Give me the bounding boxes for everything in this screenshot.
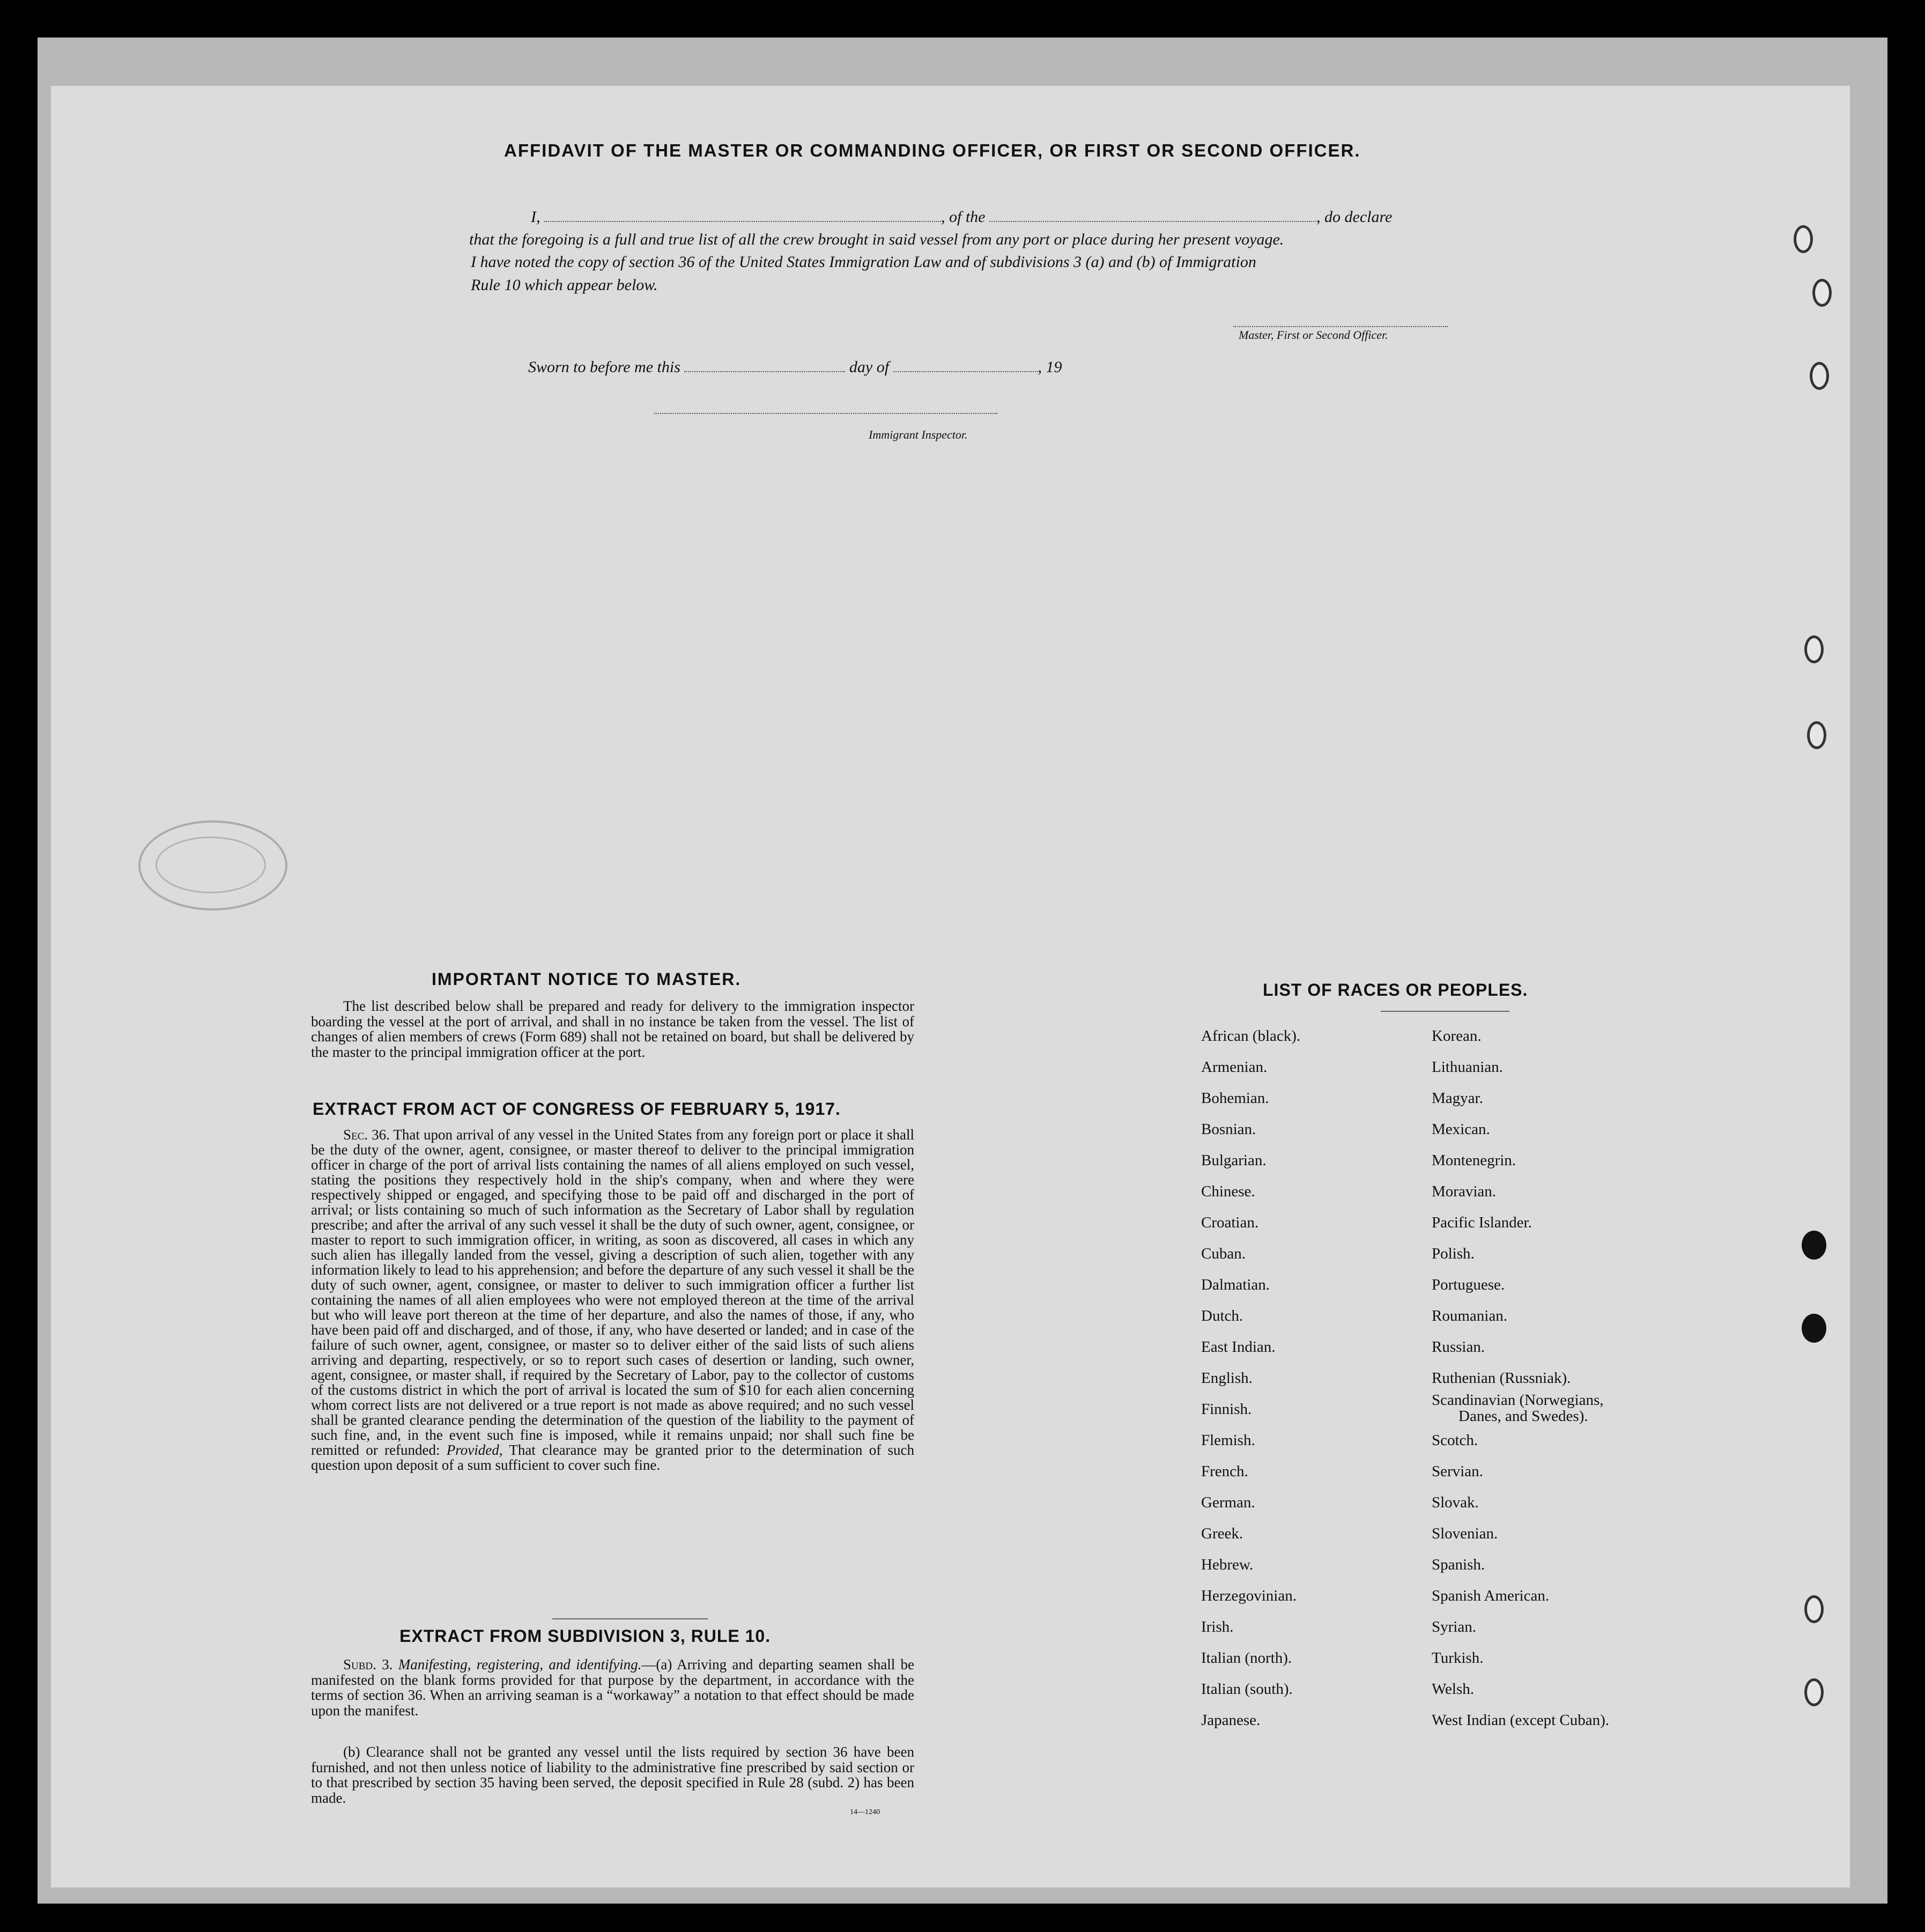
race-item-cont: Danes, and Swedes). (1458, 1408, 1588, 1425)
notice-text: The list described below shall be prepared and ready for delivery to the immigration inspector boarding the vessel at the port of arrival, and shall in no instance be taken from the vessel. The list of changes of alien members of crews (Form 689) shall not be retained on board, but shall be delivered by the master to the principal immigration officer at the port. (311, 998, 914, 1060)
punch-hole-9 (1804, 1678, 1824, 1706)
rule-a-body: —(a) Arriving and departing seamen shall be manifested on the blank forms provided for that purpose by the department, in accordance with the terms of section 36. When an arriving seaman is a “workaway” a notation to that effect should be made upon the manifest. (311, 1656, 914, 1719)
subd-italic: Manifesting, registering, and identifying. (398, 1656, 642, 1672)
race-item: Mexican. (1432, 1121, 1490, 1138)
sec-label: Sec. 36. (343, 1127, 390, 1143)
race-item: Ruthenian (Russniak). (1432, 1370, 1571, 1387)
day-blank[interactable] (684, 358, 845, 372)
race-item: English. (1201, 1370, 1253, 1387)
race-item: Bosnian. (1201, 1121, 1256, 1138)
race-item: Montenegrin. (1432, 1152, 1516, 1169)
race-item: Finnish. (1201, 1401, 1252, 1418)
race-item: Slovenian. (1432, 1525, 1498, 1542)
rule-text-b: (b) Clearance shall not be granted any vessel until the lists required by section 36 have been furnished, and not then unless notice of liability to the administrative fine prescribed by said section or to that prescribed by section 35 having been served, the deposit specified in Rule 28 (subd. 2) has been made. (311, 1744, 914, 1806)
race-item: Bohemian. (1201, 1090, 1269, 1107)
inspector-signature-line[interactable] (654, 413, 997, 414)
race-item: Hebrew. (1201, 1556, 1254, 1573)
race-item: Spanish. (1432, 1556, 1485, 1573)
punch-hole-2 (1812, 279, 1832, 307)
race-item: Roumanian. (1432, 1307, 1507, 1324)
race-item: Chinese. (1201, 1183, 1255, 1200)
affidavit-line-2: that the foregoing is a full and true list of all the crew brought in said vessel from any port or place during her present voyage. (469, 231, 1284, 248)
form-code: 14—1240 (850, 1808, 880, 1816)
year-text: , 19 (1038, 358, 1062, 376)
race-item: Turkish. (1432, 1649, 1484, 1667)
race-item: Korean. (1432, 1027, 1482, 1045)
affidavit-of-the: , of the (941, 208, 986, 226)
race-item: Scandinavian (Norwegians, (1432, 1391, 1604, 1409)
subd-label: Subd. 3. (343, 1656, 393, 1672)
stamp-inner (156, 837, 266, 893)
race-item: French. (1201, 1463, 1248, 1480)
act-body-end: That clearance may be granted prior to the determination of such question upon deposit of a sum sufficient to cover such fine. (311, 1442, 914, 1473)
race-item: Italian (south). (1201, 1681, 1293, 1698)
race-item: Herzegovinian. (1201, 1587, 1297, 1604)
sworn-line (528, 358, 1062, 376)
sworn-text: Sworn to before me this (528, 358, 680, 376)
race-item: Spanish American. (1432, 1587, 1550, 1604)
notice-title: IMPORTANT NOTICE TO MASTER. (432, 969, 742, 989)
race-item: Greek. (1201, 1525, 1243, 1542)
punch-hole-4 (1804, 635, 1824, 663)
act-rule (552, 1618, 708, 1619)
race-item: Portuguese. (1432, 1276, 1505, 1293)
punch-hole-3 (1810, 362, 1829, 390)
race-item: Dutch. (1201, 1307, 1243, 1324)
vessel-blank[interactable] (989, 208, 1316, 222)
punch-hole-8 (1804, 1595, 1824, 1623)
rule-title: EXTRACT FROM SUBDIVISION 3, RULE 10. (399, 1626, 771, 1646)
race-item: Armenian. (1201, 1058, 1268, 1076)
day-of-text: day of (849, 358, 890, 376)
race-item: Moravian. (1432, 1183, 1496, 1200)
race-item: West Indian (except Cuban). (1432, 1712, 1610, 1729)
master-label: Master, First or Second Officer. (1239, 328, 1388, 342)
race-item: Japanese. (1201, 1712, 1261, 1729)
race-item: Croatian. (1201, 1214, 1259, 1231)
form-page (51, 86, 1850, 1887)
punch-hole-1 (1794, 225, 1813, 253)
affidavit-title: AFFIDAVIT OF THE MASTER OR COMMANDING OFFICER, OR FIRST OR SECOND OFFICER. (504, 140, 1361, 160)
race-item: Polish. (1432, 1245, 1475, 1262)
races-rule (1381, 1011, 1509, 1012)
race-item: Dalmatian. (1201, 1276, 1270, 1293)
rule-text-a (311, 1657, 914, 1718)
master-signature-line[interactable] (1233, 326, 1448, 327)
affidavit-i: I, (531, 208, 541, 226)
affidavit-line-3: I have noted the copy of section 36 of the United States Immigration Law and of subdivisions 3 (a) and (b) of Immigration (471, 253, 1256, 271)
races-title: LIST OF RACES OR PEOPLES. (1263, 980, 1528, 1000)
name-blank[interactable] (544, 208, 941, 222)
act-provided: Provided, (446, 1442, 503, 1458)
punch-hole-5 (1807, 721, 1826, 749)
act-title: EXTRACT FROM ACT OF CONGRESS OF FEBRUARY 5, 1917. (313, 1099, 841, 1119)
month-blank[interactable] (893, 358, 1038, 372)
act-body: That upon arrival of any vessel in the United States from any foreign port or place it shall be the duty of the owner, agent, consignee, or master thereof to deliver to the principal immigration officer in charge of the port of arrival lists containing the names of all aliens employed on such vessel, stating the positions they respectively hold in the ship's company, when and where they were respectively shipped or engaged, and specifying those to be paid off and discharged in the port of arrival; or lists containing so much of such information as the Secretary of Labor shall by regulation prescribe; and after the arrival of any such vessel it shall be the duty of such owner, agent, consignee, or master to report to such immigration officer, in writing, as soon as discovered, all cases in which any such alien has illegally landed from the vessel, giving a description of such alien, together with any information likely to lead to his apprehension; and before the departure of any such vessel it shall be the duty of such owner, agent, consignee, or master to deliver to such immigration officer a further list containing the names of all alien employees who were not employed thereon at the time of the arrival but who will leave port thereon at the time of her departure, and also the names of those, if any, who have been paid off and discharged, and of those, if any, who have deserted or landed; and in case of the failure of such owner, agent, consignee, or master so to deliver either of the said lists of such aliens arriving and departing, respectively, or so to report such cases of desertion or landing, such owner, agent, consignee, or master shall, if required by the Secretary of Labor, pay to the collector of customs of the customs district in which the port of arrival is located the sum of $10 for each alien concerning whom correct lists are not delivered or a true report is not made as above required; and no such vessel shall be granted clearance pending the determination of the question of the liability to the payment of such fine, and, in the event such fine is imposed, while it remains unpaid; nor shall such fine be remitted or refunded: (311, 1127, 915, 1458)
race-item: Italian (north). (1201, 1649, 1292, 1667)
race-item: Russian. (1432, 1338, 1485, 1356)
punch-hole-7 (1802, 1314, 1826, 1343)
race-item: Syrian. (1432, 1618, 1476, 1635)
race-item: Magyar. (1432, 1090, 1483, 1107)
race-item: Lithuanian. (1432, 1058, 1503, 1076)
inspector-label: Immigrant Inspector. (869, 428, 968, 441)
race-item: Servian. (1432, 1463, 1483, 1480)
race-item: Slovak. (1432, 1494, 1479, 1511)
race-item: Scotch. (1432, 1432, 1478, 1449)
race-item: Cuban. (1201, 1245, 1246, 1262)
race-item: African (black). (1201, 1027, 1301, 1045)
race-item: Irish. (1201, 1618, 1234, 1635)
race-item: Flemish. (1201, 1432, 1255, 1449)
race-item: East Indian. (1201, 1338, 1276, 1356)
race-item: Bulgarian. (1201, 1152, 1267, 1169)
affidavit-declare: , do declare (1316, 208, 1393, 226)
race-item: German. (1201, 1494, 1255, 1511)
race-item: Welsh. (1432, 1681, 1475, 1698)
affidavit-line-4: Rule 10 which appear below. (471, 276, 658, 294)
race-item: Pacific Islander. (1432, 1214, 1532, 1231)
affidavit-line-1 (531, 208, 1392, 226)
act-text (311, 1127, 914, 1472)
punch-hole-6 (1802, 1231, 1826, 1260)
